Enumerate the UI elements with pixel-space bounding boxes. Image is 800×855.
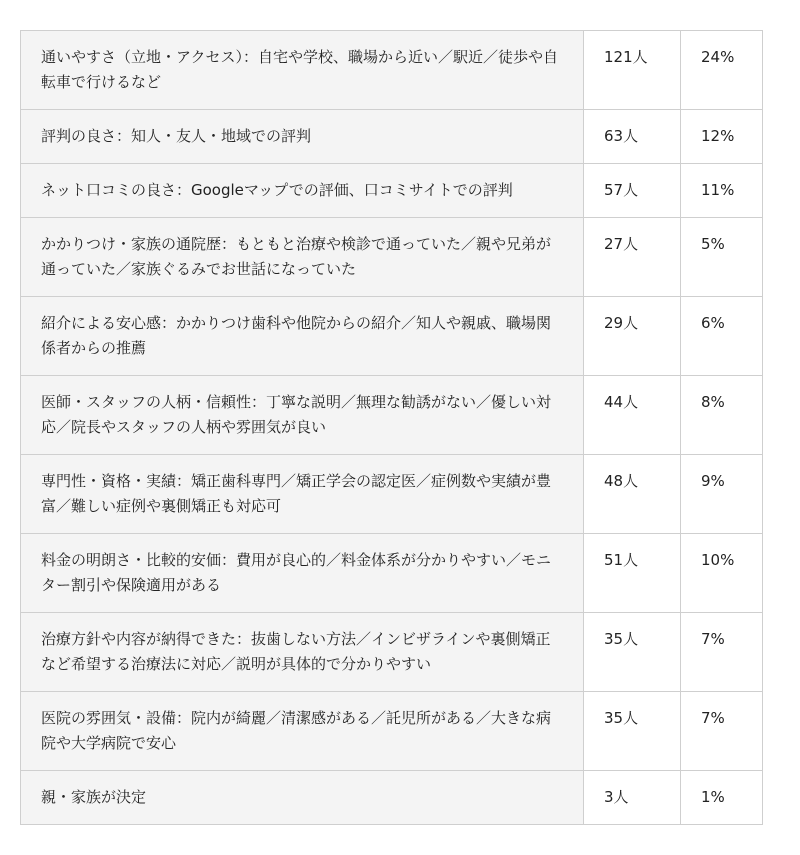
percent-cell: 12% [681,110,763,164]
percent-cell: 10% [681,534,763,613]
table-row [21,692,763,771]
percent-cell: 11% [681,164,763,218]
reason-cell: 医師・スタッフの人柄・信頼性：丁寧な説明／無理な勧誘がない／優しい対応／院長やスタッフの人柄や雰囲気が良い [21,376,584,455]
percent-cell: 7% [681,692,763,771]
count-cell: 35人 [584,613,681,692]
table-row [21,613,763,692]
reason-cell: 親・家族が決定 [21,771,584,825]
count-cell: 57人 [584,164,681,218]
count-cell: 63人 [584,110,681,164]
table-row [21,376,763,455]
reason-cell: 通いやすさ（立地・アクセス）：自宅や学校、職場から近い／駅近／徒歩や自転車で行けるなど [21,31,584,110]
count-cell: 29人 [584,297,681,376]
count-cell: 44人 [584,376,681,455]
percent-cell: 8% [681,376,763,455]
count-cell: 121人 [584,31,681,110]
table-row [21,297,763,376]
count-cell: 27人 [584,218,681,297]
survey-results-table [20,30,763,825]
percent-cell: 7% [681,613,763,692]
reason-cell: 紹介による安心感：かかりつけ歯科や他院からの紹介／知人や親戚、職場関係者からの推薦 [21,297,584,376]
reason-cell: 医院の雰囲気・設備：院内が綺麗／清潔感がある／託児所がある／大きな病院や大学病院で安心 [21,692,584,771]
percent-cell: 5% [681,218,763,297]
count-cell: 48人 [584,455,681,534]
table-row [21,455,763,534]
percent-cell: 9% [681,455,763,534]
reason-cell: 評判の良さ：知人・友人・地域での評判 [21,110,584,164]
reason-cell: かかりつけ・家族の通院歴：もともと治療や検診で通っていた／親や兄弟が通っていた／家族ぐるみでお世話になっていた [21,218,584,297]
reason-cell: 料金の明朗さ・比較的安価：費用が良心的／料金体系が分かりやすい／モニター割引や保険適用がある [21,534,584,613]
reason-cell: 専門性・資格・実績：矯正歯科専門／矯正学会の認定医／症例数や実績が豊富／難しい症例や裏側矯正も対応可 [21,455,584,534]
count-cell: 35人 [584,692,681,771]
percent-cell: 24% [681,31,763,110]
reason-cell: ネット口コミの良さ：Googleマップでの評価、口コミサイトでの評判 [21,164,584,218]
table-row [21,110,763,164]
reason-cell: 治療方針や内容が納得できた：抜歯しない方法／インビザラインや裏側矯正など希望する治療法に対応／説明が具体的で分かりやすい [21,613,584,692]
count-cell: 51人 [584,534,681,613]
percent-cell: 6% [681,297,763,376]
table-row [21,771,763,825]
percent-cell: 1% [681,771,763,825]
table-row [21,534,763,613]
count-cell: 3人 [584,771,681,825]
table-row [21,31,763,110]
table-row [21,164,763,218]
table-row [21,218,763,297]
